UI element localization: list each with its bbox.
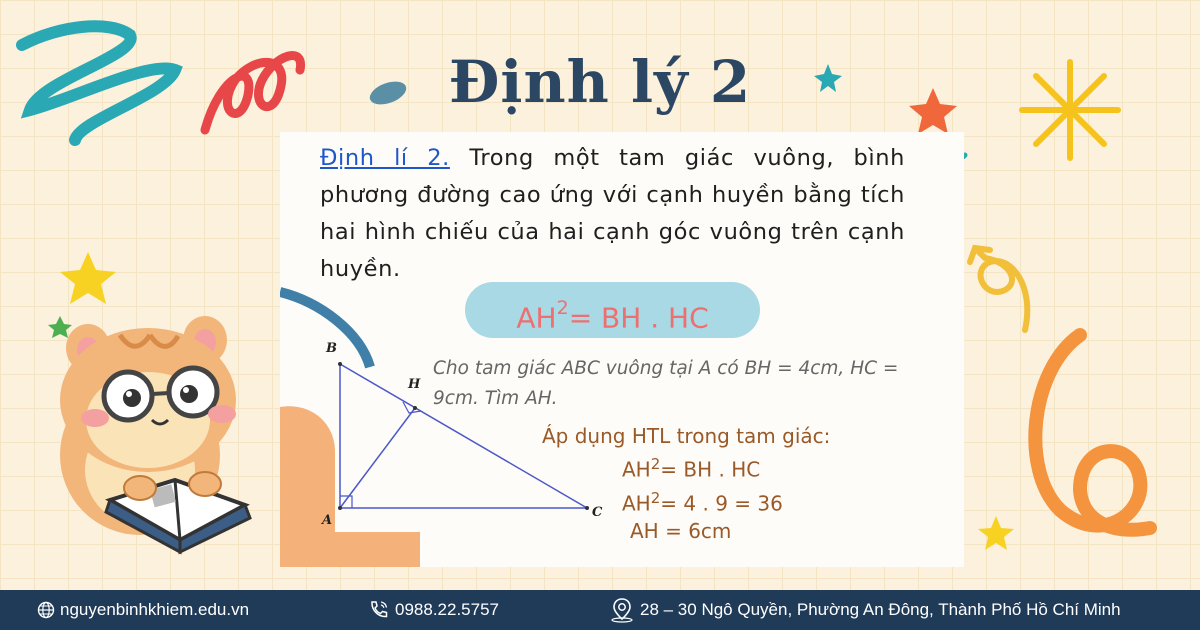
- solution-block: [542, 422, 830, 545]
- vertex-label-b: B: [326, 341, 337, 356]
- star-icon: [978, 516, 1014, 550]
- solution-line-3: AH = 6cm: [630, 519, 732, 544]
- example-problem: Cho tam giác ABC vuông tại A có BH = 4cm, HC = 9cm. Tìm AH.: [433, 358, 899, 409]
- globe-icon: [37, 601, 55, 619]
- solution-line-2-lhs: AH: [622, 491, 651, 516]
- formula-lhs: AH: [516, 301, 557, 335]
- solution-line-1-rhs: = BH . HC: [660, 457, 761, 482]
- swirl-decoration: [1035, 335, 1150, 530]
- solution-line-2-exp: 2: [650, 488, 661, 507]
- lesson-card: [280, 132, 964, 567]
- solution-line-1-exp: 2: [650, 455, 661, 473]
- star-icon: [60, 252, 116, 304]
- solution-heading: Áp dụng HTL trong tam giác:: [542, 424, 831, 448]
- location-pin-icon: [609, 597, 635, 623]
- page-title: Định lý 2: [448, 48, 752, 116]
- vertex-label-a: A: [322, 513, 333, 528]
- phone-icon: [368, 600, 390, 620]
- theorem-body: Trong một tam giác vuông, bình phương đường cao ứng với cạnh huyền bằng tích hai hình chiếu của hai cạnh góc vuông trên cạnh huyền.: [320, 145, 905, 282]
- address-text: 28 – 30 Ngô Quyền, Phường An Đông, Thành Phố Hồ Chí Minh: [640, 600, 1121, 619]
- solution-line-1: [542, 450, 830, 484]
- footer-bar: [0, 590, 1200, 630]
- formula-exponent: 2: [556, 297, 569, 319]
- formula-rhs: = BH . HC: [568, 301, 709, 335]
- footer-address[interactable]: [609, 590, 1121, 630]
- footer-phone[interactable]: [368, 590, 499, 630]
- solution-line-1-lhs: AH: [622, 457, 651, 482]
- hamster-reading-illustration: [60, 316, 250, 552]
- solution-line-2: [542, 484, 830, 518]
- star-icon: [48, 316, 72, 338]
- vertex-label-h: H: [408, 377, 421, 392]
- phone-text: 0988.22.5757: [395, 600, 499, 619]
- footer-website[interactable]: [37, 590, 249, 630]
- solution-line-2-rhs: = 4 . 9 = 36: [660, 491, 783, 516]
- vertex-label-c: C: [592, 505, 603, 520]
- formula-pill: [465, 282, 760, 338]
- website-text: nguyenbinhkhiem.edu.vn: [60, 600, 250, 619]
- theorem-label: Định lí 2.: [320, 145, 450, 171]
- theorem-text: [320, 140, 905, 288]
